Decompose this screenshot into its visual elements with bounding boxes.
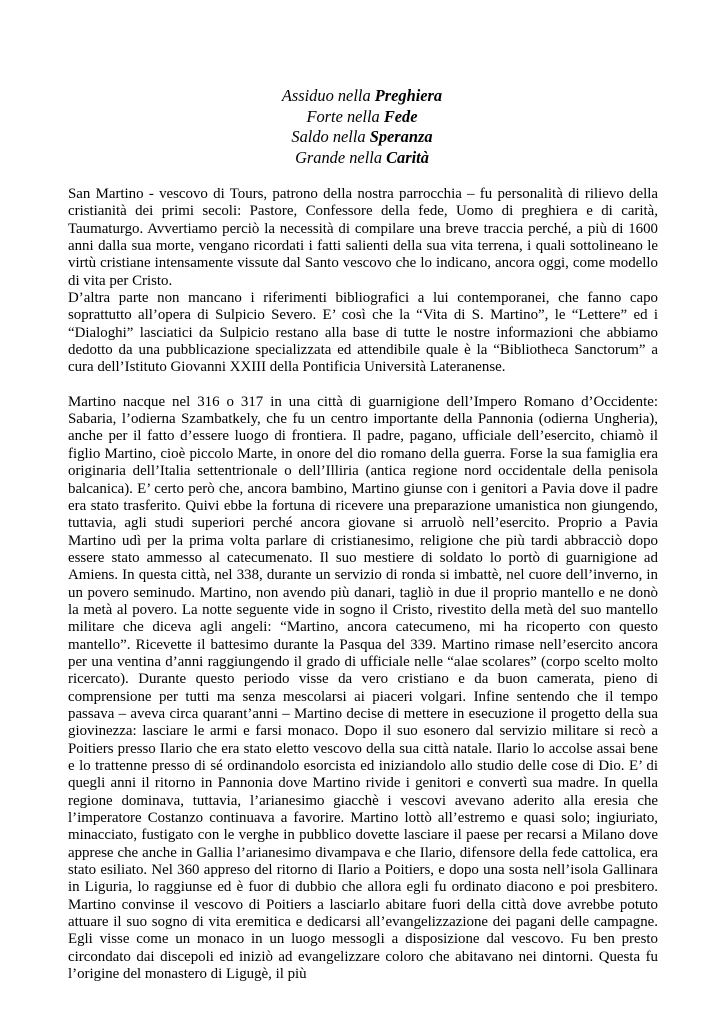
paragraph-spacer	[68, 377, 658, 394]
title-line-prayer	[0, 86, 724, 107]
title-line-charity	[0, 148, 724, 169]
title-line-charity-text: Grande nella	[295, 147, 387, 167]
title-line-faith	[0, 107, 724, 128]
title-line-faith-keyword: Fede	[383, 106, 418, 126]
paragraph-introduction: San Martino - vescovo di Tours, patrono della nostra parrocchia – fu personalità di rilievo della cristianità dei primi secoli: Pastore, Confessore della fede, Uomo di preghiera e di carità, Taumaturgo. Avvertiamo perciò la necessità di compilare una breve traccia perché, a più di 1600 anni dalla sua morte, vengano ricordati i fatti salienti della sua vita terrena, i quali sottolineano le virtù cristiane intensamente vissute dal Santo vescovo che lo indicano, ancora oggi, come modello di vita per Cristo.	[68, 186, 658, 289]
title-line-prayer-keyword: Preghiera	[374, 86, 443, 105]
title-line-faith-text: Forte nella	[306, 106, 384, 126]
title-line-hope-keyword: Speranza	[369, 127, 433, 146]
title-line-hope-text: Saldo nella	[291, 127, 370, 146]
title-line-hope	[0, 127, 724, 148]
title-line-charity-keyword: Carità	[386, 147, 429, 167]
body-text	[68, 186, 658, 983]
paragraph-sources: D’altra parte non mancano i riferimenti bibliografici a lui contemporanei, che fanno capo soprattutto all’opera di Sulpicio Severo. E’ così che la “Vita di S. Martino”, le “Lettere” ed i “Dialoghi” lasciatici da Sulpicio restano alla base di tutte le nostre informazioni che abbiamo dedotto da una pubblicazione specializzata ed attendibile quale è la “Bibliotheca Sanctorum” a cura dell’Istituto Giovanni XXIII della Pontificia Università Lateranense.	[68, 290, 658, 376]
title-line-prayer-text: Assiduo nella	[281, 86, 375, 105]
paragraph-biography: Martino nacque nel 316 o 317 in una città di guarnigione dell’Impero Romano d’Occidente: Sabaria, l’odierna Szambatkely, che fu un centro importante della Pannonia (odierna Ungheria), anche per il fatto d’essere luogo di frontiera. Il padre, pagano, ufficiale dell’esercito, chiamò il figlio Martino, cioè piccolo Marte, in onore del dio romano della guerra. Forse la sua famiglia era originaria dell’Italia settentrionale o dell’Illiria (antica regione nord occidentale della penisola balcanica). E’ certo però che, ancora bambino, Martino giunse con i genitori a Pavia dove il padre era stato trasferito. Quivi ebbe la fortuna di ricevere una preparazione umanistica non giungendo, tuttavia, agli studi superiori perché ancora giovane si arruolò nell’esercito. Proprio a Pavia Martino udì per la prima volta parlare di cristianesimo, religione che più tardi abbracciò dopo essere stato ammesso al catecumenato. Il suo mestiere di soldato lo portò di guarnigione ad Amiens. In questa città, nel 338, durante un servizio di ronda si imbattè, nel cuore dell’inverno, in un povero seminudo. Martino, non avendo più danari, tagliò in due il proprio mantello e ne donò la metà al povero. La notte seguente vide in sogno il Cristo, rivestito della metà del suo mantello militare che diceva agli angeli: “Martino, ancora catecumeno, mi ha ricoperto con questo mantello”. Ricevette il battesimo durante la Pasqua del 339. Martino rimase nell’esercito ancora per una ventina d’anni raggiungendo il grado di ufficiale nelle “alae scolares” (corpo scelto molto ricercato). Durante questo periodo visse da vero cristiano e da buon camerata, pieno di comprensione per tutti ma senza mescolarsi ai piaceri volgari. Infine sentendo che il tempo passava – aveva circa quarant’anni – Martino decise di mettere in esecuzione il progetto della sua giovinezza: lasciare le armi e farsi monaco. Dopo il suo esonero dal servizio militare si recò a Poitiers presso Ilario che era stato eletto vescovo della sua città natale. Ilario lo accolse assai bene e lo trattenne presso di sé ordinandolo esorcista ed iniziandolo allo studio delle cose di Dio. E’ di quegli anni il ritorno in Pannonia dove Martino rivide i genitori e convertì sua madre. In quella regione dominava, tuttavia, l’arianesimo giacchè i vescovi avevano aderito alla eresia che l’imperatore Costanzo continuava a favorire. Martino lottò all’estremo e quasi solo; ingiuriato, minacciato, fustigato con le verghe in pubblico dovette lasciare il paese per recarsi a Milano dove apprese che anche in Gallia l’arianesimo divampava e che Ilario, difensore della fede cattolica, era stato esiliato. Nel 360 appreso del ritorno di Ilario a Poitiers, e dopo una sosta nell’isola Gallinara in Liguria, lo raggiunse ed è fuor di dubbio che allora egli fu ordinato diacono e poi presbitero. Martino convinse il vescovo di Poitiers a lasciarlo abitare fuori della città dove avrebbe potuto attuare il suo sogno di vita eremitica e dedicarsi all’evangelizzazione dei pagani delle campagne. Egli visse come un monaco in un luogo messogli a disposizione dal vescovo. Fu ben presto circondato dai discepoli ed iniziò ad evangelizzare coloro che abitavano nei dintorni. Questa fu l’origine del monastero di Ligugè, il più	[68, 393, 658, 983]
title-block	[0, 86, 724, 168]
